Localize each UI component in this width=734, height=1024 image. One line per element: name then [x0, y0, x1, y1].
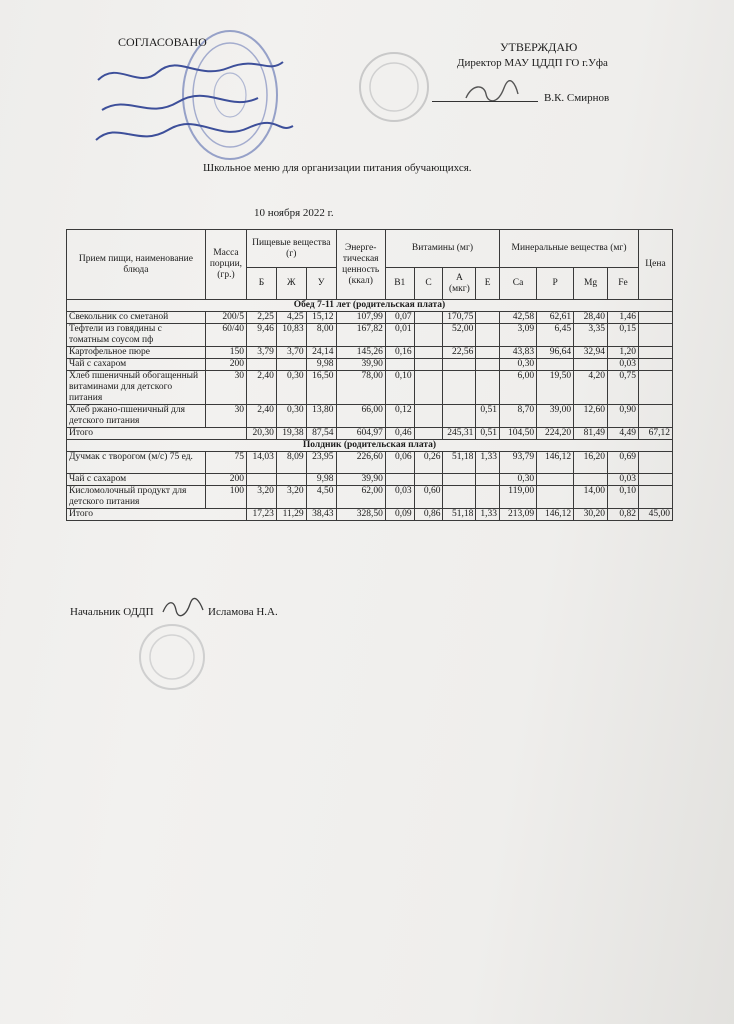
table-cell	[414, 347, 443, 359]
table-cell	[476, 486, 500, 509]
table-row	[67, 452, 673, 474]
table-cell	[537, 486, 574, 509]
table-cell: 200	[205, 474, 246, 486]
table-cell: 8,00	[306, 324, 336, 347]
table-cell	[537, 359, 574, 371]
table-cell: 9,98	[306, 359, 336, 371]
dish-name: Кисломолочный продукт для детского питания	[67, 486, 206, 509]
table-cell	[385, 359, 414, 371]
table-cell: 3,20	[276, 486, 306, 509]
table-cell	[443, 474, 476, 486]
table-cell: 14,03	[247, 452, 277, 474]
table-cell: 13,80	[306, 405, 336, 428]
total-row	[67, 428, 673, 440]
table-cell: 4,50	[306, 486, 336, 509]
table-cell: 62,00	[336, 486, 385, 509]
table-cell	[476, 324, 500, 347]
subheader-cell: Е	[476, 268, 500, 300]
menu-table	[66, 229, 673, 521]
section-title: Полдник (родительская плата)	[67, 440, 673, 452]
table-cell: 0,01	[385, 324, 414, 347]
table-row	[67, 324, 673, 347]
table-cell: 0,03	[608, 474, 639, 486]
menu-body	[67, 300, 673, 521]
table-cell: 4,20	[574, 371, 608, 405]
table-cell	[638, 371, 672, 405]
table-cell: 1,33	[476, 509, 500, 521]
table-cell	[574, 474, 608, 486]
table-cell	[443, 486, 476, 509]
table-cell: 9,98	[306, 474, 336, 486]
table-row	[67, 474, 673, 486]
total-row	[67, 509, 673, 521]
table-cell: 226,60	[336, 452, 385, 474]
table-cell	[476, 474, 500, 486]
table-cell: 3,20	[247, 486, 277, 509]
table-cell: 38,43	[306, 509, 336, 521]
table-cell: 24,14	[306, 347, 336, 359]
director-name: В.К. Смирнов	[544, 92, 610, 104]
table-cell: 39,00	[537, 405, 574, 428]
table-row	[67, 312, 673, 324]
table-cell: 0,09	[385, 509, 414, 521]
table-cell: 12,60	[574, 405, 608, 428]
table-cell: 10,83	[276, 324, 306, 347]
dish-name: Тефтели из говядины с томатным соусом пф	[67, 324, 206, 347]
table-cell: 8,09	[276, 452, 306, 474]
col-header-name: Прием пищи, наименование блюда	[67, 230, 206, 300]
total-price: 67,12	[638, 428, 672, 440]
table-cell: 0,15	[608, 324, 639, 347]
table-cell: 39,90	[336, 359, 385, 371]
table-cell: 93,79	[500, 452, 537, 474]
table-cell	[638, 359, 672, 371]
table-cell	[638, 347, 672, 359]
table-row	[67, 347, 673, 359]
subheader-cell: У	[306, 268, 336, 300]
table-cell	[443, 359, 476, 371]
table-cell: 19,50	[537, 371, 574, 405]
total-label: Итого	[67, 428, 247, 440]
table-cell: 3,35	[574, 324, 608, 347]
subheader-cell: Б	[247, 268, 277, 300]
table-cell: 100	[205, 486, 246, 509]
table-cell	[414, 371, 443, 405]
table-cell: 75	[205, 452, 246, 474]
table-cell: 9,46	[247, 324, 277, 347]
table-cell	[638, 474, 672, 486]
table-cell	[414, 312, 443, 324]
signature-line	[432, 101, 538, 102]
table-cell	[414, 324, 443, 347]
table-cell	[638, 486, 672, 509]
table-cell: 604,97	[336, 428, 385, 440]
table-row	[67, 371, 673, 405]
table-cell: 87,54	[306, 428, 336, 440]
table-cell: 4,49	[608, 428, 639, 440]
table-cell: 3,70	[276, 347, 306, 359]
table-cell	[247, 474, 277, 486]
table-cell: 3,79	[247, 347, 277, 359]
dish-name: Дучмак с творогом (м/с) 75 ед.	[67, 452, 206, 474]
table-cell: 0,03	[608, 359, 639, 371]
table-cell	[638, 324, 672, 347]
table-cell: 145,26	[336, 347, 385, 359]
table-cell: 104,50	[500, 428, 537, 440]
dish-name: Чай с сахаром	[67, 359, 206, 371]
table-cell	[247, 359, 277, 371]
table-row	[67, 486, 673, 509]
table-cell: 30,20	[574, 509, 608, 521]
section-header-row	[67, 440, 673, 452]
table-cell: 0,07	[385, 312, 414, 324]
table-cell: 107,99	[336, 312, 385, 324]
table-cell	[276, 474, 306, 486]
table-cell: 0,10	[385, 371, 414, 405]
table-cell: 200/5	[205, 312, 246, 324]
table-cell: 0,86	[414, 509, 443, 521]
col-header-energy: Энерге-тическая ценность (ккал)	[336, 230, 385, 300]
subheader-cell: С	[414, 268, 443, 300]
col-header-nutrients: Пищевые вещества (г)	[247, 230, 336, 268]
table-cell: 6,45	[537, 324, 574, 347]
table-cell: 81,49	[574, 428, 608, 440]
dish-name: Хлеб ржано-пшеничный для детского питания	[67, 405, 206, 428]
table-cell: 1,46	[608, 312, 639, 324]
table-cell: 17,23	[247, 509, 277, 521]
table-cell	[638, 405, 672, 428]
table-cell: 0,30	[500, 474, 537, 486]
table-cell: 96,64	[537, 347, 574, 359]
col-header-price: Цена	[638, 230, 672, 300]
table-cell: 60/40	[205, 324, 246, 347]
table-cell: 0,82	[608, 509, 639, 521]
table-cell	[574, 359, 608, 371]
table-cell: 0,69	[608, 452, 639, 474]
table-cell	[414, 359, 443, 371]
table-cell: 0,90	[608, 405, 639, 428]
table-cell: 0,26	[414, 452, 443, 474]
col-header-mass: Масса порции, (гр.)	[205, 230, 246, 300]
table-cell: 30	[205, 371, 246, 405]
table-cell: 0,30	[500, 359, 537, 371]
table-cell: 23,95	[306, 452, 336, 474]
table-cell: 0,30	[276, 405, 306, 428]
footer-name: Исламова Н.А.	[208, 606, 278, 618]
subheader-cell: Mg	[574, 268, 608, 300]
table-row	[67, 359, 673, 371]
table-cell: 28,40	[574, 312, 608, 324]
subheader-cell: Fe	[608, 268, 639, 300]
table-cell: 150	[205, 347, 246, 359]
table-cell: 328,50	[336, 509, 385, 521]
table-cell: 39,90	[336, 474, 385, 486]
table-cell: 1,20	[608, 347, 639, 359]
faded-stamp-approval	[358, 50, 430, 124]
table-cell: 0,75	[608, 371, 639, 405]
table-cell: 245,31	[443, 428, 476, 440]
subheader-cell: Р	[537, 268, 574, 300]
table-cell	[276, 359, 306, 371]
table-cell	[476, 347, 500, 359]
table-cell	[385, 474, 414, 486]
table-cell: 11,29	[276, 509, 306, 521]
total-label: Итого	[67, 509, 247, 521]
table-cell: 213,09	[500, 509, 537, 521]
table-cell: 0,46	[385, 428, 414, 440]
table-cell: 224,20	[537, 428, 574, 440]
table-cell: 15,12	[306, 312, 336, 324]
table-cell: 146,12	[537, 509, 574, 521]
table-cell	[476, 371, 500, 405]
table-cell	[414, 428, 443, 440]
section-header-row	[67, 300, 673, 312]
table-cell: 0,51	[476, 428, 500, 440]
table-cell: 0,12	[385, 405, 414, 428]
col-header-vitamins: Витамины (мг)	[385, 230, 499, 268]
table-cell: 66,00	[336, 405, 385, 428]
table-cell	[443, 405, 476, 428]
table-cell: 14,00	[574, 486, 608, 509]
approved-label: УТВЕРЖДАЮ	[500, 40, 578, 54]
table-cell: 6,00	[500, 371, 537, 405]
table-cell	[414, 474, 443, 486]
table-cell	[638, 452, 672, 474]
table-cell: 16,20	[574, 452, 608, 474]
table-cell: 2,25	[247, 312, 277, 324]
table-cell	[537, 474, 574, 486]
table-cell	[638, 312, 672, 324]
table-cell: 0,60	[414, 486, 443, 509]
total-price: 45,00	[638, 509, 672, 521]
table-cell: 0,06	[385, 452, 414, 474]
subheader-cell: А (мкг)	[443, 268, 476, 300]
table-cell: 4,25	[276, 312, 306, 324]
table-cell: 19,38	[276, 428, 306, 440]
table-cell: 42,58	[500, 312, 537, 324]
dish-name: Хлеб пшеничный обогащенный витаминами для детского питания	[67, 371, 206, 405]
table-cell: 119,00	[500, 486, 537, 509]
table-cell: 51,18	[443, 452, 476, 474]
dish-name: Свекольник со сметаной	[67, 312, 206, 324]
document-title: Школьное меню для организации питания обучающихся.	[203, 162, 472, 174]
table-cell: 200	[205, 359, 246, 371]
subheader-cell: Са	[500, 268, 537, 300]
director-title: Директор МАУ ЦДДП ГО г.Уфа	[457, 57, 608, 69]
table-cell: 20,30	[247, 428, 277, 440]
table-cell	[476, 312, 500, 324]
table-cell: 170,75	[443, 312, 476, 324]
table-cell: 0,16	[385, 347, 414, 359]
table-cell: 32,94	[574, 347, 608, 359]
col-header-minerals: Минеральные вещества (мг)	[500, 230, 639, 268]
table-cell: 1,33	[476, 452, 500, 474]
dish-name: Чай с сахаром	[67, 474, 206, 486]
table-cell	[414, 405, 443, 428]
table-cell: 22,56	[443, 347, 476, 359]
handwritten-signature-agreed	[88, 50, 298, 160]
table-cell: 43,83	[500, 347, 537, 359]
table-cell: 2,40	[247, 371, 277, 405]
dish-name: Картофельное пюре	[67, 347, 206, 359]
agreed-label: СОГЛАСОВАНО	[118, 35, 207, 49]
table-cell: 78,00	[336, 371, 385, 405]
table-cell: 0,51	[476, 405, 500, 428]
section-title: Обед 7-11 лет (родительская плата)	[67, 300, 673, 312]
table-cell: 62,61	[537, 312, 574, 324]
table-cell: 52,00	[443, 324, 476, 347]
subheader-cell: В1	[385, 268, 414, 300]
table-cell: 8,70	[500, 405, 537, 428]
table-cell: 51,18	[443, 509, 476, 521]
table-cell: 0,30	[276, 371, 306, 405]
table-cell: 30	[205, 405, 246, 428]
handwritten-signature-footer	[160, 596, 206, 620]
table-cell: 16,50	[306, 371, 336, 405]
table-cell: 2,40	[247, 405, 277, 428]
table-cell: 146,12	[537, 452, 574, 474]
table-cell: 3,09	[500, 324, 537, 347]
faded-stamp-footer	[138, 622, 206, 692]
table-cell	[443, 371, 476, 405]
handwritten-signature-director	[462, 80, 522, 106]
table-row	[67, 405, 673, 428]
document-date: 10 ноября 2022 г.	[254, 207, 334, 219]
table-cell	[476, 359, 500, 371]
table-cell: 0,10	[608, 486, 639, 509]
table-cell: 0,03	[385, 486, 414, 509]
subheader-cell: Ж	[276, 268, 306, 300]
footer-position: Начальник ОДДП	[70, 606, 154, 618]
table-cell: 167,82	[336, 324, 385, 347]
